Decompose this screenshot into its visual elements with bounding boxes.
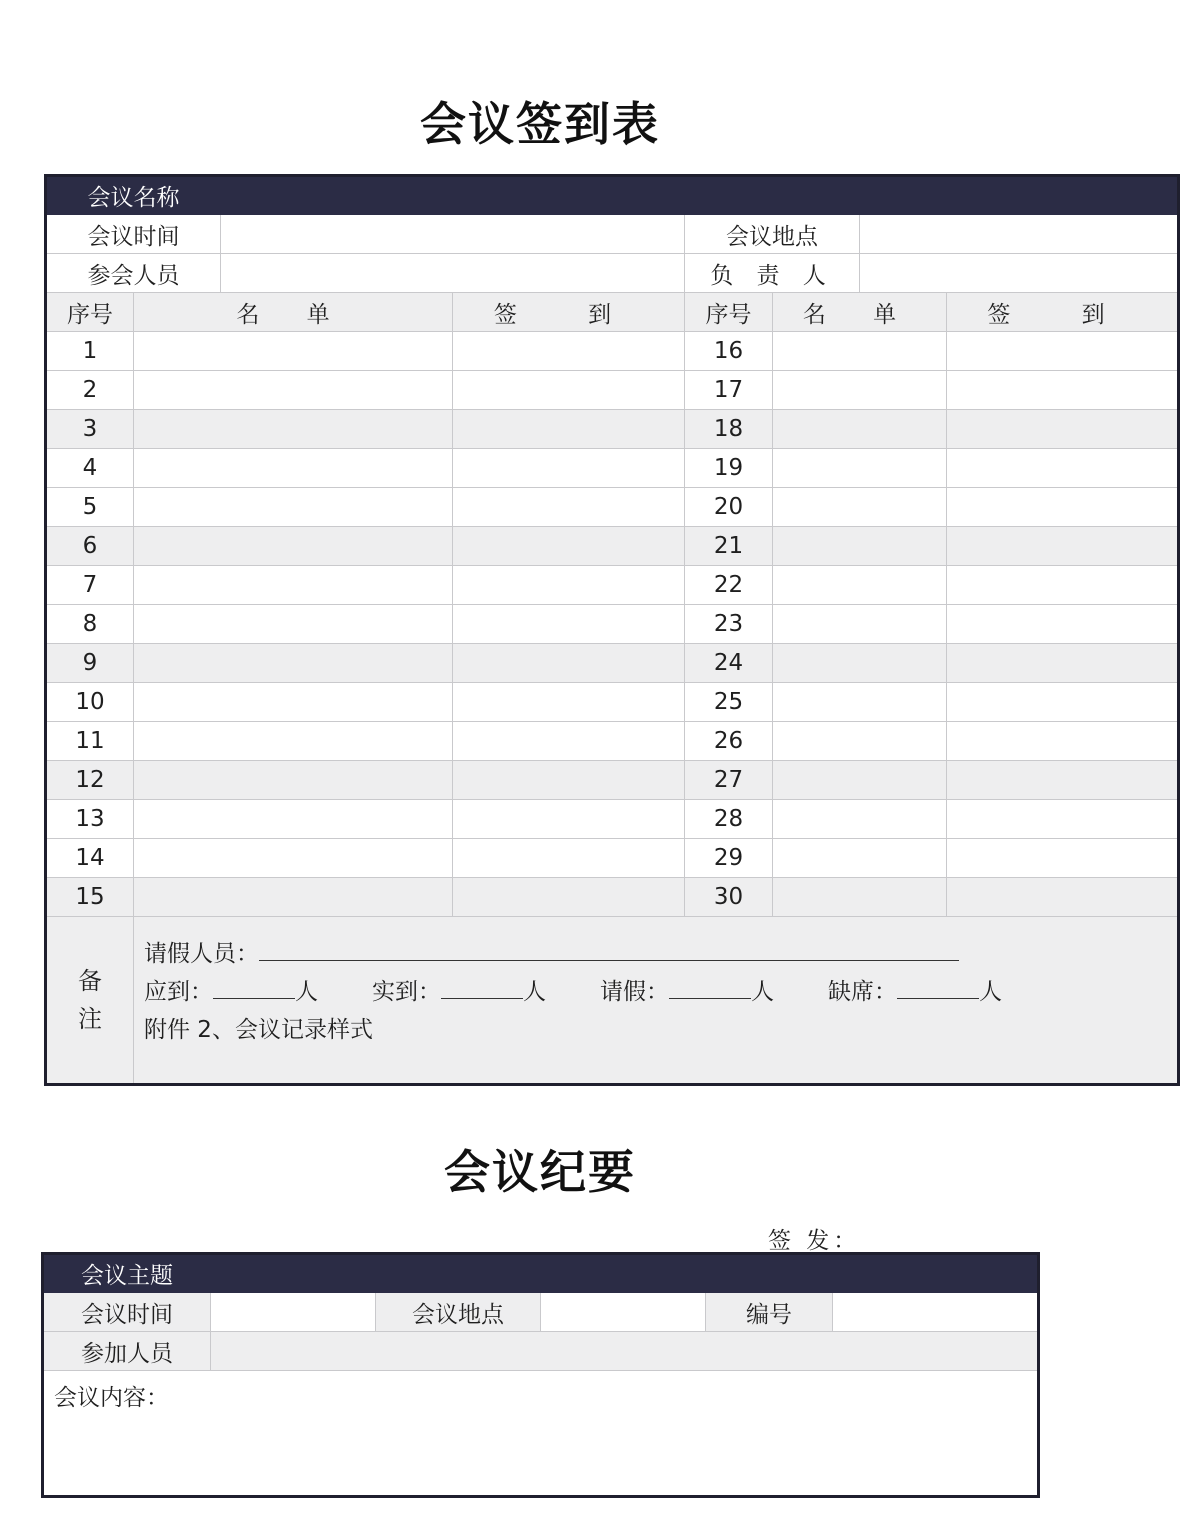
attendees-row	[46, 254, 1179, 293]
seq-number-right: 28	[685, 800, 773, 839]
column-header-row	[46, 293, 1179, 332]
leave-unit: 人	[751, 979, 774, 1005]
minutes-time-field[interactable]	[211, 1293, 376, 1332]
seq-number-right: 24	[685, 644, 773, 683]
seq-number-left: 2	[46, 371, 134, 410]
absent-unit: 人	[979, 979, 1002, 1005]
name-cell-right[interactable]	[773, 527, 947, 566]
sign-cell-right[interactable]	[947, 761, 1179, 800]
topic-label: 会议主题	[43, 1254, 211, 1293]
sign-cell-right[interactable]	[947, 839, 1179, 878]
remark-body	[134, 917, 1179, 1085]
sign-cell-left[interactable]	[453, 605, 685, 644]
name-cell-right[interactable]	[773, 332, 947, 371]
expected-unit: 人	[295, 979, 318, 1005]
number-field[interactable]	[833, 1293, 1039, 1332]
name-cell-left[interactable]	[134, 527, 453, 566]
sign-row	[46, 371, 1179, 410]
seq-number-right: 23	[685, 605, 773, 644]
name-cell-right[interactable]	[773, 449, 947, 488]
sign-row	[46, 644, 1179, 683]
seq-number-left: 15	[46, 878, 134, 917]
meeting-time-label: 会议时间	[46, 215, 221, 254]
seq-number-right: 21	[685, 527, 773, 566]
expected-blank[interactable]	[213, 980, 295, 999]
minutes-table	[41, 1252, 1040, 1498]
sign-row	[46, 527, 1179, 566]
sign-sheet-title: 会议签到表	[420, 97, 660, 151]
participants-field[interactable]	[211, 1332, 1039, 1371]
actual-unit: 人	[523, 979, 546, 1005]
seq-number-right: 29	[685, 839, 773, 878]
sign-cell-right[interactable]	[947, 683, 1179, 722]
actual-blank[interactable]	[441, 980, 523, 999]
name-cell-right[interactable]	[773, 878, 947, 917]
attendees-field[interactable]	[221, 254, 685, 293]
name-header-right: 名 单	[773, 293, 947, 332]
sign-cell-left[interactable]	[453, 371, 685, 410]
name-cell-left[interactable]	[134, 878, 453, 917]
meeting-place-label: 会议地点	[685, 215, 860, 254]
expected-label: 应到：	[144, 979, 213, 1005]
remark-label-char-2: 注	[78, 1005, 102, 1033]
no-header-right: 序号	[685, 293, 773, 332]
leave-blank[interactable]	[669, 980, 751, 999]
sign-row	[46, 332, 1179, 371]
sign-cell-right[interactable]	[947, 722, 1179, 761]
name-cell-left[interactable]	[134, 722, 453, 761]
seq-number-left: 4	[46, 449, 134, 488]
name-cell-left[interactable]	[134, 761, 453, 800]
sign-cell-right[interactable]	[947, 878, 1179, 917]
minutes-place-field[interactable]	[541, 1293, 706, 1332]
actual-label: 实到：	[372, 979, 441, 1005]
sign-rows	[46, 332, 1179, 917]
sign-cell-left[interactable]	[453, 800, 685, 839]
name-cell-left[interactable]	[134, 488, 453, 527]
sign-cell-left[interactable]	[453, 449, 685, 488]
name-cell-right[interactable]	[773, 410, 947, 449]
seq-number-right: 16	[685, 332, 773, 371]
sign-row	[46, 566, 1179, 605]
seq-number-left: 3	[46, 410, 134, 449]
sign-cell-left[interactable]	[453, 722, 685, 761]
seq-number-left: 8	[46, 605, 134, 644]
seq-number-left: 11	[46, 722, 134, 761]
name-cell-right[interactable]	[773, 683, 947, 722]
issue-label: 签 发：	[768, 1228, 861, 1254]
sign-cell-right[interactable]	[947, 449, 1179, 488]
sign-row	[46, 410, 1179, 449]
name-cell-left[interactable]	[134, 839, 453, 878]
minutes-place-label: 会议地点	[376, 1293, 541, 1332]
topic-row	[43, 1254, 1039, 1293]
seq-number-left: 10	[46, 683, 134, 722]
seq-number-right: 27	[685, 761, 773, 800]
responsible-field[interactable]	[860, 254, 1179, 293]
leave-persons-label: 请假人员：	[144, 941, 259, 967]
meeting-place-field[interactable]	[860, 215, 1179, 254]
seq-number-left: 5	[46, 488, 134, 527]
sign-row	[46, 449, 1179, 488]
name-cell-left[interactable]	[134, 371, 453, 410]
name-cell-right[interactable]	[773, 644, 947, 683]
name-cell-left[interactable]	[134, 605, 453, 644]
remark-row	[46, 917, 1179, 1085]
sign-cell-right[interactable]	[947, 800, 1179, 839]
participants-label: 参加人员	[43, 1332, 211, 1371]
name-cell-right[interactable]	[773, 722, 947, 761]
responsible-label: 负 责 人	[685, 254, 860, 293]
name-cell-left[interactable]	[134, 332, 453, 371]
seq-number-right: 22	[685, 566, 773, 605]
name-cell-left[interactable]	[134, 410, 453, 449]
sign-cell-left[interactable]	[453, 488, 685, 527]
name-cell-left[interactable]	[134, 800, 453, 839]
sign-cell-left[interactable]	[453, 878, 685, 917]
seq-number-left: 14	[46, 839, 134, 878]
name-cell-right[interactable]	[773, 800, 947, 839]
meeting-name-row	[46, 176, 1179, 215]
name-cell-left[interactable]	[134, 683, 453, 722]
sign-row	[46, 605, 1179, 644]
content-label: 会议内容：	[54, 1385, 169, 1411]
sign-cell-right[interactable]	[947, 488, 1179, 527]
meeting-time-field[interactable]	[221, 215, 685, 254]
attendance-count-line	[144, 973, 1177, 1011]
minutes-time-label: 会议时间	[43, 1293, 211, 1332]
sign-cell-left[interactable]	[453, 566, 685, 605]
seq-number-left: 12	[46, 761, 134, 800]
seq-number-right: 19	[685, 449, 773, 488]
name-cell-right[interactable]	[773, 488, 947, 527]
number-label: 编号	[706, 1293, 833, 1332]
sign-cell-left[interactable]	[453, 410, 685, 449]
seq-number-right: 17	[685, 371, 773, 410]
sign-cell-right[interactable]	[947, 332, 1179, 371]
seq-number-right: 20	[685, 488, 773, 527]
minutes-title: 会议纪要	[444, 1145, 636, 1199]
sign-row	[46, 488, 1179, 527]
seq-number-left: 7	[46, 566, 134, 605]
sign-cell-right[interactable]	[947, 605, 1179, 644]
absent-blank[interactable]	[897, 980, 979, 999]
remark-label-char-1: 备	[78, 967, 102, 995]
sign-cell-right[interactable]	[947, 644, 1179, 683]
meeting-name-label: 会议名称	[46, 176, 221, 215]
seq-number-left: 1	[46, 332, 134, 371]
sign-cell-left[interactable]	[453, 761, 685, 800]
name-cell-right[interactable]	[773, 761, 947, 800]
seq-number-left: 9	[46, 644, 134, 683]
name-cell-left[interactable]	[134, 644, 453, 683]
meeting-name-field[interactable]	[221, 176, 1179, 215]
sign-cell-left[interactable]	[453, 683, 685, 722]
sign-cell-left[interactable]	[453, 839, 685, 878]
topic-field[interactable]	[211, 1254, 1039, 1293]
sign-cell-right[interactable]	[947, 566, 1179, 605]
name-cell-left[interactable]	[134, 566, 453, 605]
attendees-label: 参会人员	[46, 254, 221, 293]
sign-header-right: 签 到	[947, 293, 1179, 332]
no-header-left: 序号	[46, 293, 134, 332]
content-field[interactable]	[43, 1371, 1039, 1497]
seq-number-right: 30	[685, 878, 773, 917]
absent-label: 缺席：	[828, 979, 897, 1005]
name-cell-left[interactable]	[134, 449, 453, 488]
sign-row	[46, 683, 1179, 722]
remark-label	[46, 917, 134, 1085]
sign-cell-left[interactable]	[453, 527, 685, 566]
sign-header-left: 签 到	[453, 293, 685, 332]
sign-in-table	[44, 174, 1180, 1086]
name-cell-right[interactable]	[773, 371, 947, 410]
seq-number-left: 6	[46, 527, 134, 566]
sign-row	[46, 722, 1179, 761]
leave-label: 请假：	[600, 979, 669, 1005]
sign-row	[46, 761, 1179, 800]
sign-cell-left[interactable]	[453, 332, 685, 371]
sign-row	[46, 878, 1179, 917]
seq-number-right: 25	[685, 683, 773, 722]
leave-persons-blank[interactable]	[259, 942, 959, 961]
minutes-time-row	[43, 1293, 1039, 1332]
meeting-time-row	[46, 215, 1179, 254]
sign-row	[46, 800, 1179, 839]
sign-cell-right[interactable]	[947, 371, 1179, 410]
seq-number-right: 26	[685, 722, 773, 761]
name-cell-right[interactable]	[773, 566, 947, 605]
sign-cell-right[interactable]	[947, 527, 1179, 566]
attachment-line: 附件 2、会议记录样式	[144, 1017, 373, 1043]
participants-row	[43, 1332, 1039, 1371]
sign-cell-right[interactable]	[947, 410, 1179, 449]
leave-persons-line	[144, 935, 1177, 973]
content-row	[43, 1371, 1039, 1497]
sign-row	[46, 839, 1179, 878]
name-cell-right[interactable]	[773, 605, 947, 644]
seq-number-left: 13	[46, 800, 134, 839]
seq-number-right: 18	[685, 410, 773, 449]
sign-cell-left[interactable]	[453, 644, 685, 683]
name-cell-right[interactable]	[773, 839, 947, 878]
name-header-left: 名 单	[134, 293, 453, 332]
